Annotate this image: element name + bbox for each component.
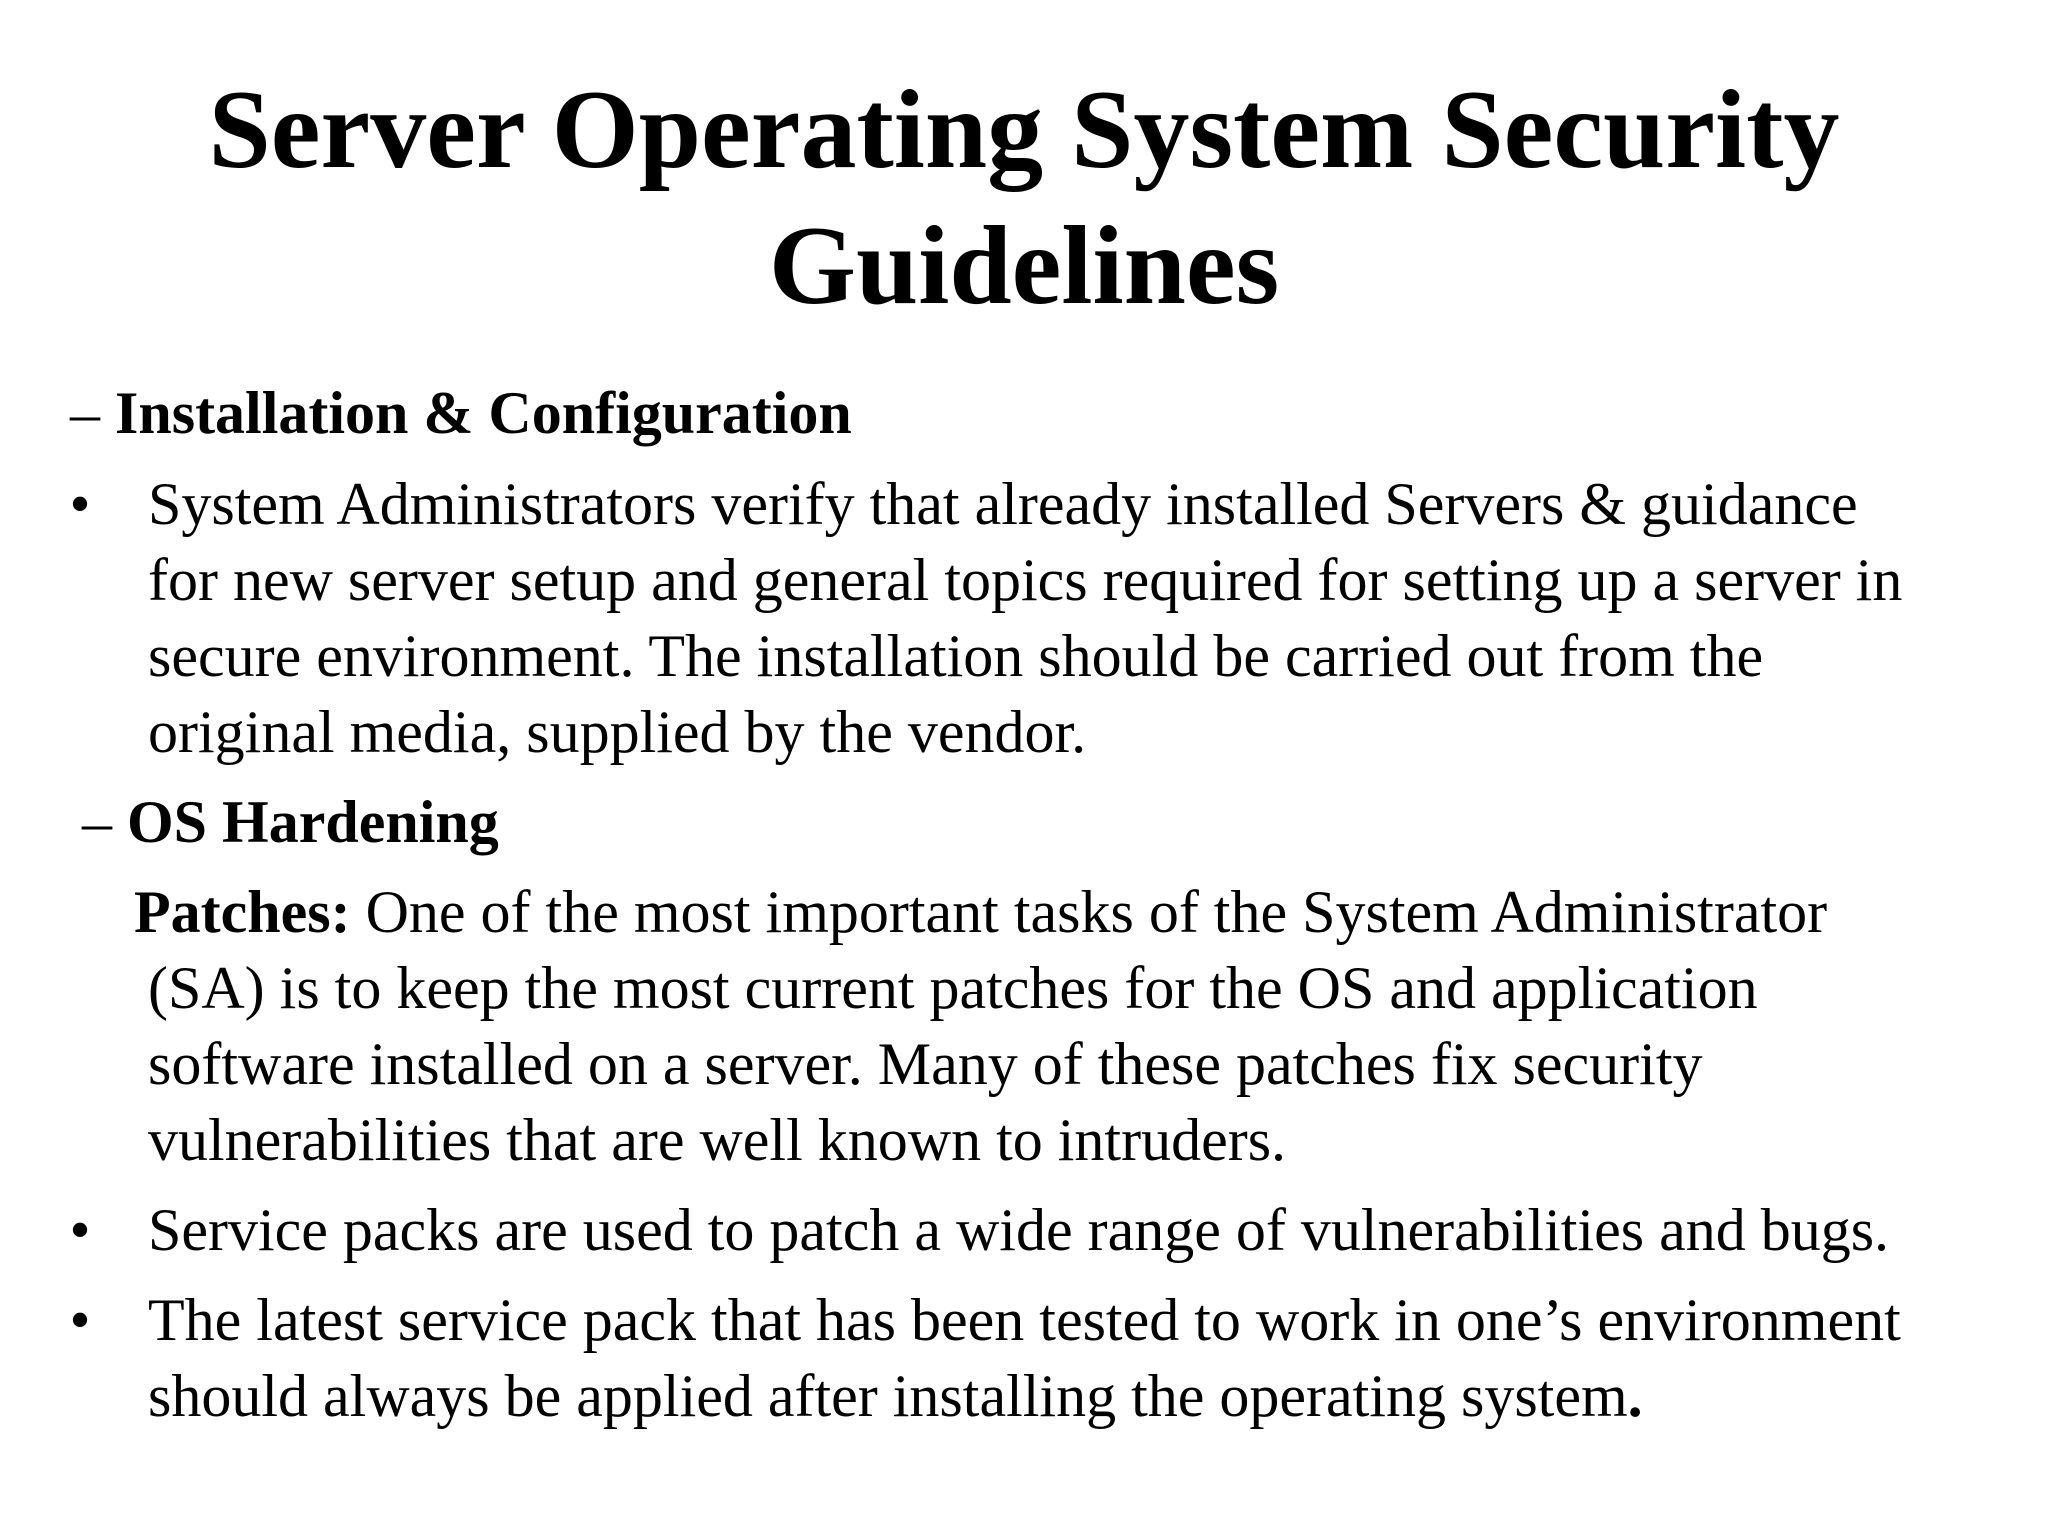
section-heading-os-hardening <box>82 784 499 860</box>
text-line: The latest service pack that has been tested to work in one’s environment <box>148 1287 1901 1353</box>
slide-title <box>0 62 2048 334</box>
text-line <box>148 1358 2028 1434</box>
section-heading-text: OS Hardening <box>127 789 499 855</box>
text-line-content: should always be applied after installing the operating system <box>148 1363 1628 1429</box>
text-line: System Administrators verify that already installed Servers & guidance <box>148 471 1858 537</box>
patches-label: Patches: <box>134 879 351 945</box>
bullet-dot: • <box>69 1197 91 1263</box>
text-line <box>134 874 2014 950</box>
end-mark: . <box>1627 1363 1643 1429</box>
text-line: vulnerabilities that are well known to intruders. <box>148 1107 1287 1173</box>
bullet-dot: • <box>69 471 91 537</box>
bullet-dot: • <box>69 1287 91 1353</box>
text-line: for new server setup and general topics required for setting up a server in <box>148 547 1903 613</box>
slide-title-line-1: Server Operating System Security <box>208 68 1840 192</box>
patches-line-1: One of the most important tasks of the System Administrator <box>350 879 1828 945</box>
latest-service-pack-bullet-text <box>148 1282 2028 1434</box>
patches-paragraph <box>134 874 2014 1178</box>
slide-title-line-2: Guidelines <box>768 204 1280 328</box>
dash-marker: – <box>82 789 112 855</box>
dash-marker: – <box>70 380 100 446</box>
text-line: Service packs are used to patch a wide range of vulnerabilities and bugs. <box>148 1197 1890 1263</box>
section-heading-text: Installation & Configuration <box>115 380 852 446</box>
text-line: original media, supplied by the vendor. <box>148 699 1087 765</box>
section-heading-installation <box>70 375 852 451</box>
text-line: secure environment. The installation should be carried out from the <box>148 623 1764 689</box>
service-pack-bullet-text <box>148 1192 2028 1268</box>
text-line: (SA) is to keep the most current patches for the OS and application <box>148 955 1758 1021</box>
install-bullet-text <box>148 466 2028 770</box>
text-line: software installed on a server. Many of these patches fix security <box>148 1031 1703 1097</box>
